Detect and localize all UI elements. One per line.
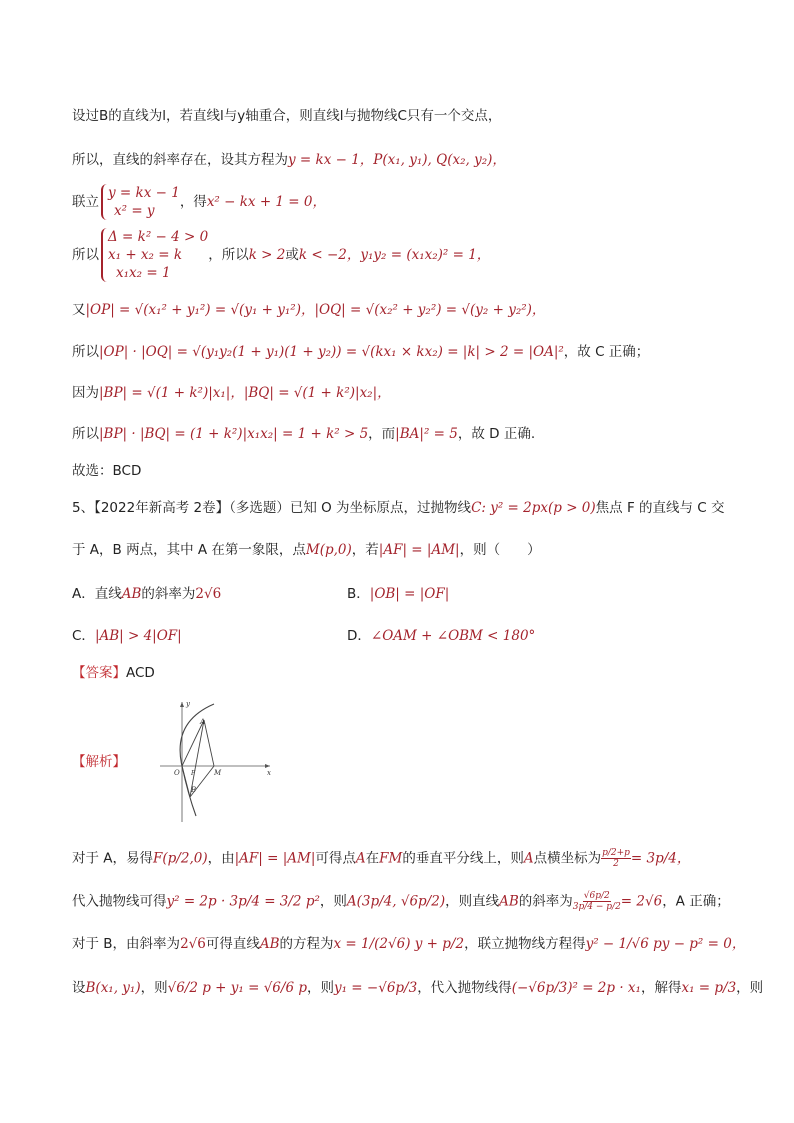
math-expression: |OB| = |OF|: [369, 586, 450, 602]
solution-line-1: [72, 106, 501, 126]
parabola-figure: [152, 696, 276, 826]
fraction: $\frac{p/2+p}{2}$: [602, 848, 630, 869]
math-expression: y₁ = −√6p/3: [333, 980, 418, 996]
option-label: B．: [347, 586, 370, 602]
solution-line-6: [72, 342, 649, 362]
line-text: ，而: [368, 426, 396, 442]
line-text: 在: [365, 850, 380, 867]
line-text: 的垂直平分线上，则: [402, 850, 524, 867]
fraction: $\frac{√6p/2}{3p/4 - p/2}$: [572, 891, 621, 912]
equation-system: [101, 228, 208, 282]
option-b: [347, 584, 449, 604]
y-axis-arrow: [180, 702, 184, 707]
question-type: （多选题）: [229, 500, 290, 516]
math-expression: B(x₁, y₁): [85, 980, 141, 996]
analysis-line-2: [72, 891, 730, 912]
line-text: 所以: [72, 247, 99, 263]
line-text: 设: [72, 980, 86, 996]
label-b: B: [191, 786, 197, 794]
math-expression: M(p,0): [305, 542, 352, 558]
analysis-line-1: [72, 848, 690, 869]
math-expression: |AF| = |AM|: [378, 542, 460, 558]
line-text: 所以，直线的斜率存在，设其方程为: [72, 152, 288, 168]
question-stem-line-1: [72, 498, 725, 518]
solution-line-8: [72, 424, 535, 444]
label-y: y: [186, 700, 190, 708]
math-expression: FM: [379, 850, 403, 867]
option-label: D．: [347, 628, 371, 644]
option-d: [347, 626, 535, 646]
line-text: 设过B的直线为l，若直线l与y轴重合，则直线l与抛物线C只有一个交点，: [72, 108, 502, 124]
line-text: 联立: [72, 194, 99, 210]
line-text: 于 A，B 两点，其中 A 在第一象限，点: [72, 542, 306, 558]
line-text: 焦点 F 的直线与 C 交: [595, 500, 725, 516]
answer-label: 【答案】: [72, 665, 126, 681]
math-expression: ∠OAM + ∠OBM < 180°: [370, 628, 536, 644]
analysis-label-line: [72, 752, 126, 772]
math-expression: A: [523, 850, 534, 867]
equation-system: [101, 184, 180, 220]
math-expression: x = 1/(2√6) y + p/2: [333, 936, 465, 952]
analysis-line-3: [72, 934, 745, 954]
math-expression: |AB| > 4|OF|: [94, 628, 182, 644]
final-choice: [72, 461, 141, 481]
solution-line-5: [72, 300, 545, 320]
segment-am: [204, 720, 214, 766]
math-expression: AB: [499, 893, 519, 910]
line-text: ，由: [207, 850, 235, 867]
line-text: ，代入抛物线得: [417, 980, 512, 996]
math-expression: |AF| = |AM|: [234, 850, 316, 867]
line-text: ，解得: [640, 980, 682, 996]
solution-line-3: [72, 184, 326, 220]
math-expression: C: y² = 2px(p > 0): [471, 500, 596, 516]
math-expression: F(p/2,0): [153, 850, 208, 867]
solution-line-4: [72, 228, 490, 282]
line-text: 点横坐标为: [533, 850, 602, 867]
math-expression: A: [355, 850, 366, 867]
math-expression: y² = 2p · 3p/4 = 3/2 p²: [166, 893, 320, 910]
line-text: 已知 O 为坐标原点，过抛物线: [289, 500, 472, 516]
analysis-label: 【解析】: [72, 754, 126, 770]
line-text: ，则: [140, 980, 168, 996]
answer-value: ACD: [126, 665, 155, 681]
label-f: F: [191, 770, 196, 777]
math-expression: y = kx − 1，P(x₁, y₁), Q(x₂, y₂)，: [288, 152, 506, 168]
question-stem-line-2: [72, 540, 541, 560]
line-text: ，得: [179, 194, 207, 210]
question-number: 5、: [72, 500, 95, 516]
math-expression: 2√6: [180, 936, 206, 952]
line-text: ，故 D 正确.: [457, 426, 536, 442]
math-expression: x² − kx + 1 = 0，: [206, 194, 326, 210]
line-text: 所以: [72, 426, 99, 442]
math-expression: k > 2: [248, 247, 286, 263]
line-text: 可得直线: [205, 936, 260, 952]
label-m: M: [214, 769, 222, 777]
line-text: 对于 A，易得: [72, 850, 154, 867]
line-text: 的方程为: [279, 936, 334, 952]
system-row: Δ = k² − 4 > 0: [108, 229, 209, 245]
line-text: 的斜率为: [518, 893, 573, 910]
line-text: ，则: [306, 980, 334, 996]
math-expression: |OP| = √(x₁² + y₁²) = √(y₁ + y₁²)，|OQ| = √(x₂² + y₂²) = √(y₂ + y₂²)，: [85, 302, 546, 318]
label-x: x: [267, 769, 271, 777]
label-a: A: [200, 718, 206, 726]
line-text: 对于 B，由斜率为: [72, 936, 181, 952]
math-expression: = 2√6: [620, 893, 663, 910]
line-text: 的斜率为: [141, 586, 196, 602]
system-row: x₁x₂ = 1: [116, 265, 171, 281]
line-text: 可得点: [315, 850, 356, 867]
analysis-line-4: [72, 978, 763, 998]
question-source: 【2022年新高考 2卷】: [94, 500, 230, 516]
solution-line-2: [72, 150, 506, 170]
system-row: x₁ + x₂ = k: [108, 247, 183, 263]
label-o: O: [174, 769, 180, 777]
line-text: ，则: [736, 980, 764, 996]
math-expression: k < −2，y₁y₂ = (x₁x₂)² = 1，: [298, 247, 491, 263]
math-expression: |BA|² = 5: [395, 426, 458, 442]
line-text: ，则（ ）: [459, 542, 541, 558]
math-expression: √6/2 p + y₁ = √6/6 p: [167, 980, 307, 996]
math-expression: AB: [259, 936, 280, 952]
system-row: y = kx − 1: [108, 185, 180, 201]
answer-line: [72, 663, 155, 683]
line-text: ，A 正确；: [662, 893, 730, 910]
option-c: [72, 626, 182, 646]
math-expression: x₁ = p/3: [681, 980, 737, 996]
math-expression: |BP| · |BQ| = (1 + k²)|x₁x₂| = 1 + k² > 5: [99, 426, 369, 442]
line-text: 代入抛物线可得: [72, 893, 167, 910]
math-expression: AB: [121, 586, 142, 602]
math-expression: (−√6p/3)² = 2p · x₁: [511, 980, 641, 996]
segment-ob: [182, 766, 190, 797]
line-text: ，则: [319, 893, 347, 910]
line-text: ，所以: [208, 247, 249, 263]
solution-line-7: [72, 383, 391, 403]
line-text: 故选：BCD: [72, 463, 142, 479]
math-expression: |BP| = √(1 + k²)|x₁|，|BQ| = √(1 + k²)|x₂|，: [99, 385, 391, 401]
math-expression: A(3p/4, √6p/2): [346, 893, 446, 910]
math-expression: = 3p/4，: [630, 850, 691, 867]
line-text: 又: [72, 302, 86, 318]
math-expression: y² − 1/√6 py − p² = 0，: [585, 936, 746, 952]
line-text: 或: [285, 247, 299, 263]
option-label: C．: [72, 628, 95, 644]
math-expression: |OP| · |OQ| = √(y₁y₂(1 + y₁)(1 + y₂)) = √(kx₁ × kx₂) = |k| > 2 = |OA|²: [99, 344, 564, 360]
line-text: ，故 C 正确；: [563, 344, 650, 360]
x-axis-arrow: [265, 764, 270, 768]
math-expression: 2√6: [195, 586, 222, 602]
line-text: ，则直线: [445, 893, 500, 910]
line-text: ，联立抛物线方程得: [464, 936, 586, 952]
system-row: x² = y: [114, 203, 155, 219]
option-label: A．直线: [72, 586, 122, 602]
line-text: ，若: [351, 542, 379, 558]
line-text: 因为: [72, 385, 99, 401]
line-text: 所以: [72, 344, 99, 360]
option-a: [72, 584, 221, 604]
